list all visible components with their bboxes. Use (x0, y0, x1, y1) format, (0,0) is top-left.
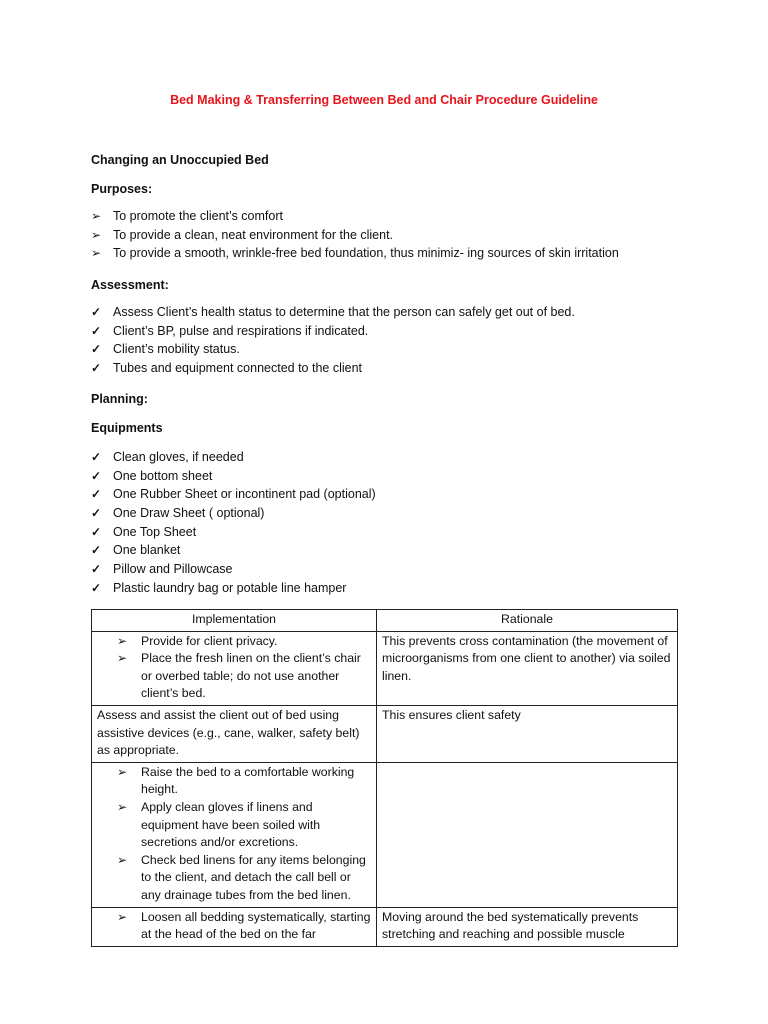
rationale-cell: Moving around the bed systematically prevents stretching and reaching and possible muscle (377, 907, 678, 946)
arrow-bullet-icon (117, 650, 135, 668)
list-item: ✓ Pillow and Pillowcase (91, 560, 376, 579)
arrow-bullet-icon (117, 799, 135, 817)
list-item: ✓ One blanket (91, 541, 376, 560)
assessment-heading: Assessment: (91, 278, 169, 292)
rationale-cell: This prevents cross contamination (the movement of microorganisms from one client to another) via soiled linen. (377, 631, 678, 705)
document-title: Bed Making & Transferring Between Bed and Chair Procedure Guideline (170, 93, 598, 107)
arrow-bullet-icon (91, 226, 109, 245)
check-bullet-icon (91, 303, 109, 322)
implementation-cell (92, 631, 377, 705)
arrow-bullet-icon (117, 764, 135, 782)
planning-heading: Planning: (91, 392, 148, 406)
implementation-cell (92, 907, 377, 946)
arrow-bullet-icon (91, 244, 109, 263)
table-header-row (92, 610, 678, 632)
list-item: ✓ One bottom sheet (91, 467, 376, 486)
list-item: ➢ Raise the bed to a comfortable working height. (117, 764, 371, 799)
list-item: ➢ To provide a smooth, wrinkle-free bed foundation, thus minimiz- ing sources of skin irritation (91, 244, 619, 263)
procedure-table (91, 609, 678, 947)
list-item: ✓ One Rubber Sheet or incontinent pad (optional) (91, 485, 376, 504)
arrow-bullet-icon (117, 633, 135, 651)
list-item: ➢ To promote the client’s comfort (91, 207, 619, 226)
table-row (92, 705, 678, 762)
list-item: ➢ Loosen all bedding systematically, starting at the head of the bed on the far (117, 909, 371, 944)
list-item: ✓ Assess Client’s health status to determine that the person can safely get out of bed. (91, 303, 575, 322)
assessment-list (91, 303, 575, 378)
check-bullet-icon (91, 485, 109, 504)
check-bullet-icon (91, 359, 109, 378)
purposes-heading: Purposes: (91, 182, 153, 196)
check-bullet-icon (91, 340, 109, 359)
implementation-cell: Assess and assist the client out of bed using assistive devices (e.g., cane, walker, safety belt) as appropriate. (92, 705, 377, 762)
list-item: ✓ Clean gloves, if needed (91, 448, 376, 467)
list-item: ✓ Client’s BP, pulse and respirations if indicated. (91, 322, 575, 341)
list-item: ✓ Tubes and equipment connected to the client (91, 359, 575, 378)
check-bullet-icon (91, 467, 109, 486)
purposes-list (91, 207, 619, 263)
list-item: ✓ Client’s mobility status. (91, 340, 575, 359)
equipments-heading: Equipments (91, 421, 163, 435)
check-bullet-icon (91, 579, 109, 598)
table-row (92, 762, 678, 907)
table-row (92, 907, 678, 946)
arrow-bullet-icon (117, 852, 135, 870)
list-item: ➢ Check bed linens for any items belonging to the client, and detach the call bell or any drainage tubes from the bed linen. (117, 852, 371, 905)
check-bullet-icon (91, 322, 109, 341)
arrow-bullet-icon (117, 909, 135, 927)
rationale-cell (377, 762, 678, 907)
table-row (92, 631, 678, 705)
list-item: ✓ One Draw Sheet ( optional) (91, 504, 376, 523)
implementation-cell (92, 762, 377, 907)
equipments-list (91, 448, 376, 598)
check-bullet-icon (91, 523, 109, 542)
list-item: ➢ To provide a clean, neat environment for the client. (91, 226, 619, 245)
arrow-bullet-icon (91, 207, 109, 226)
list-item: ✓ One Top Sheet (91, 523, 376, 542)
list-item: ➢ Apply clean gloves if linens and equipment have been soiled with secretions and/or excretions. (117, 799, 371, 852)
list-item: ➢ Provide for client privacy. (117, 633, 371, 651)
check-bullet-icon (91, 448, 109, 467)
check-bullet-icon (91, 560, 109, 579)
list-item: ✓ Plastic laundry bag or potable line hamper (91, 579, 376, 598)
check-bullet-icon (91, 504, 109, 523)
implementation-header: Implementation (92, 610, 377, 632)
list-item: ➢ Place the fresh linen on the client’s chair or overbed table; do not use another client’s bed. (117, 650, 371, 703)
section-heading: Changing an Unoccupied Bed (91, 153, 269, 167)
check-bullet-icon (91, 541, 109, 560)
rationale-header: Rationale (377, 610, 678, 632)
rationale-cell: This ensures client safety (377, 705, 678, 762)
